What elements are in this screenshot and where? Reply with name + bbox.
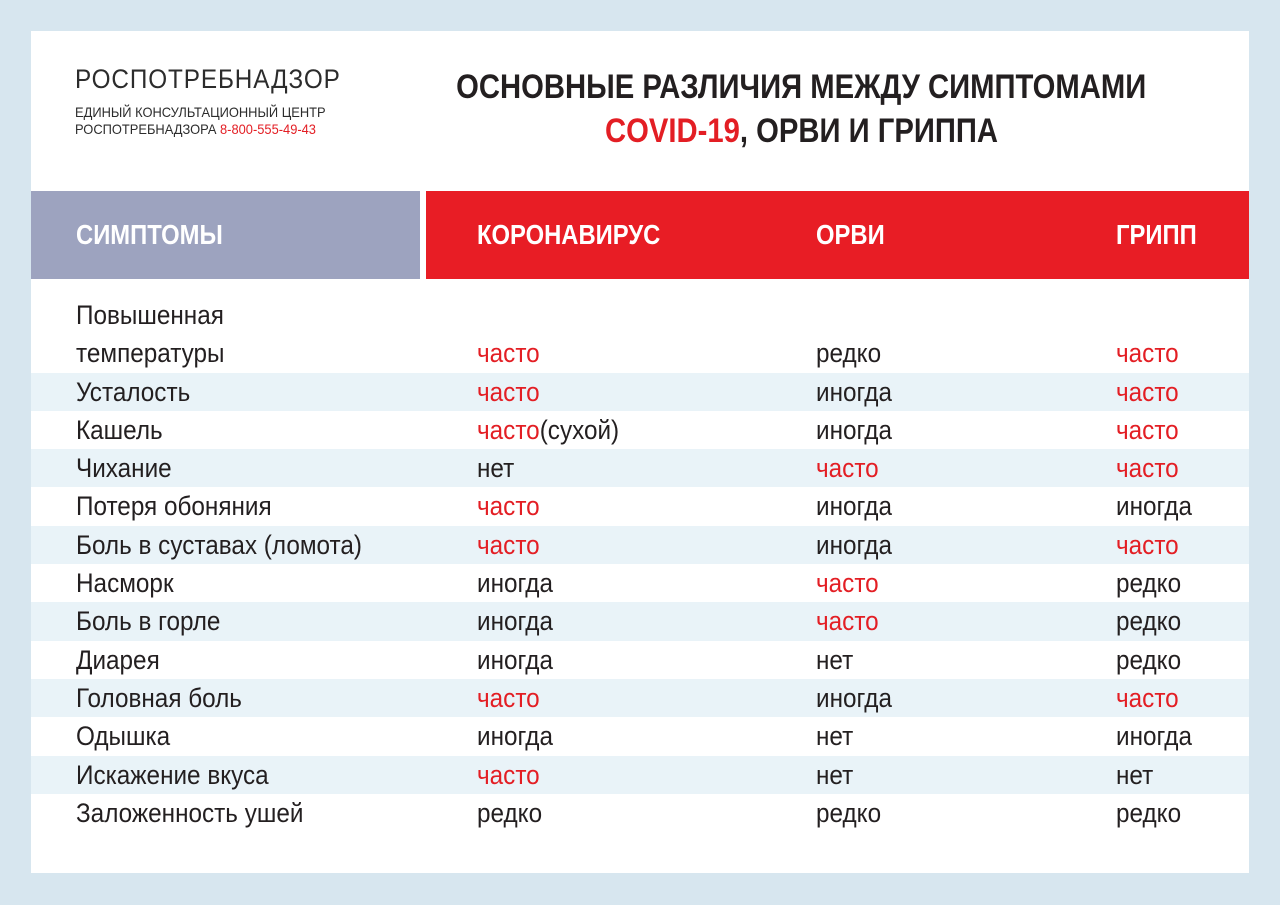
- title-rest: , ОРВИ И ГРИППА: [739, 112, 998, 150]
- coronavirus-value: нет: [477, 453, 515, 484]
- table-row: [31, 411, 1249, 449]
- flu-cell: часто: [1116, 529, 1179, 560]
- flu-cell: часто: [1116, 414, 1179, 445]
- orvi-cell: часто: [816, 453, 879, 484]
- table-row: [31, 564, 1249, 602]
- coronavirus-value: часто: [477, 682, 540, 713]
- org-line-2: РОСПОТРЕБНАДЗОРА: [75, 121, 217, 137]
- coronavirus-value: иногда: [477, 721, 553, 752]
- flu-cell: редко: [1116, 606, 1182, 637]
- table-row: [31, 602, 1249, 640]
- orvi-cell: часто: [816, 606, 879, 637]
- table-header-diseases: [426, 191, 1249, 279]
- symptom-cell: Заложенность ушей: [76, 797, 304, 828]
- coronavirus-cell: [477, 334, 540, 372]
- coronavirus-value: часто: [477, 414, 540, 445]
- coronavirus-cell: [477, 411, 619, 449]
- phone-number: 8-800-555-49-43: [220, 121, 316, 137]
- table-header-symptoms: [31, 191, 420, 279]
- title-line-1: ОСНОВНЫЕ РАЗЛИЧИЯ МЕЖДУ СИМПТОМАМИ: [455, 68, 1147, 106]
- orvi-cell: нет: [816, 721, 854, 752]
- flu-cell: редко: [1116, 797, 1182, 828]
- coronavirus-value: часто: [477, 338, 540, 369]
- table-row: [31, 449, 1249, 487]
- coronavirus-cell: [477, 564, 553, 602]
- table-row: [31, 296, 1249, 373]
- table-row: [31, 756, 1249, 794]
- coronavirus-value: редко: [477, 797, 543, 828]
- org-name: РОСПОТРЕБНАДЗОР: [75, 64, 341, 94]
- symptom-cell: Чихание: [76, 453, 172, 484]
- coronavirus-value: часто: [477, 529, 540, 560]
- flu-cell: редко: [1116, 568, 1182, 599]
- table-row: [31, 526, 1249, 564]
- orvi-cell: иногда: [816, 682, 892, 713]
- flu-cell: часто: [1116, 376, 1179, 407]
- coronavirus-cell: [477, 449, 514, 487]
- orvi-cell: иногда: [816, 376, 892, 407]
- org-line-2-wrap: [75, 121, 347, 138]
- flu-cell: редко: [1116, 644, 1182, 675]
- coronavirus-cell: [477, 487, 540, 525]
- title-line-2: [604, 109, 997, 153]
- coronavirus-cell: [477, 717, 553, 755]
- coronavirus-cell: [477, 373, 540, 411]
- orvi-cell: иногда: [816, 491, 892, 522]
- coronavirus-value: иногда: [477, 644, 553, 675]
- poster-card: [31, 31, 1249, 873]
- symptom-cell: Диарея: [76, 644, 160, 675]
- page-title: [391, 65, 1211, 153]
- symptom-cell: Боль в суставах (ломота): [76, 529, 362, 560]
- orvi-cell: нет: [816, 644, 854, 675]
- column-header-flu: ГРИПП: [1116, 219, 1197, 250]
- table-row: [31, 641, 1249, 679]
- column-header-orvi: ОРВИ: [816, 219, 885, 250]
- symptom-cell: Искажение вкуса: [76, 759, 269, 790]
- column-header-symptoms: СИМПТОМЫ: [76, 219, 223, 250]
- orvi-cell: часто: [816, 568, 879, 599]
- coronavirus-value: часто: [477, 759, 540, 790]
- org-subtitle: [75, 104, 347, 138]
- column-header-coronavirus: КОРОНАВИРУС: [477, 219, 661, 250]
- symptom-cell: Насморк: [76, 568, 174, 599]
- orvi-cell: редко: [816, 338, 882, 369]
- symptom-cell: Боль в горле: [76, 606, 221, 637]
- table-row: [31, 487, 1249, 525]
- flu-cell: часто: [1116, 338, 1179, 369]
- symptom-cell: Потеря обоняния: [76, 491, 272, 522]
- symptom-cell: Кашель: [76, 414, 163, 445]
- coronavirus-note: (сухой): [539, 414, 620, 445]
- symptom-cell: Одышка: [76, 721, 171, 752]
- org-line-1: ЕДИНЫЙ КОНСУЛЬТАЦИОННЫЙ ЦЕНТР: [75, 104, 326, 120]
- coronavirus-value: часто: [477, 491, 540, 522]
- symptoms-table-body: [31, 296, 1249, 832]
- orvi-cell: иногда: [816, 414, 892, 445]
- orvi-cell: нет: [816, 759, 854, 790]
- organization-block: [75, 63, 370, 138]
- table-row: [31, 794, 1249, 832]
- coronavirus-cell: [477, 602, 553, 640]
- flu-cell: иногда: [1116, 721, 1192, 752]
- coronavirus-cell: [477, 641, 553, 679]
- symptom-cell: Усталость: [76, 376, 191, 407]
- coronavirus-value: иногда: [477, 568, 553, 599]
- coronavirus-value: часто: [477, 376, 540, 407]
- flu-cell: нет: [1116, 759, 1154, 790]
- coronavirus-value: иногда: [477, 606, 553, 637]
- coronavirus-cell: [477, 526, 540, 564]
- coronavirus-cell: [477, 679, 540, 717]
- symptom-cell: Повышенная температуры: [76, 300, 225, 369]
- table-row: [31, 717, 1249, 755]
- flu-cell: часто: [1116, 453, 1179, 484]
- flu-cell: часто: [1116, 682, 1179, 713]
- symptom-cell: Головная боль: [76, 682, 242, 713]
- coronavirus-cell: [477, 756, 540, 794]
- table-row: [31, 679, 1249, 717]
- orvi-cell: редко: [816, 797, 882, 828]
- title-covid: COVID-19: [604, 112, 740, 150]
- flu-cell: иногда: [1116, 491, 1192, 522]
- coronavirus-cell: [477, 794, 542, 832]
- orvi-cell: иногда: [816, 529, 892, 560]
- table-row: [31, 373, 1249, 411]
